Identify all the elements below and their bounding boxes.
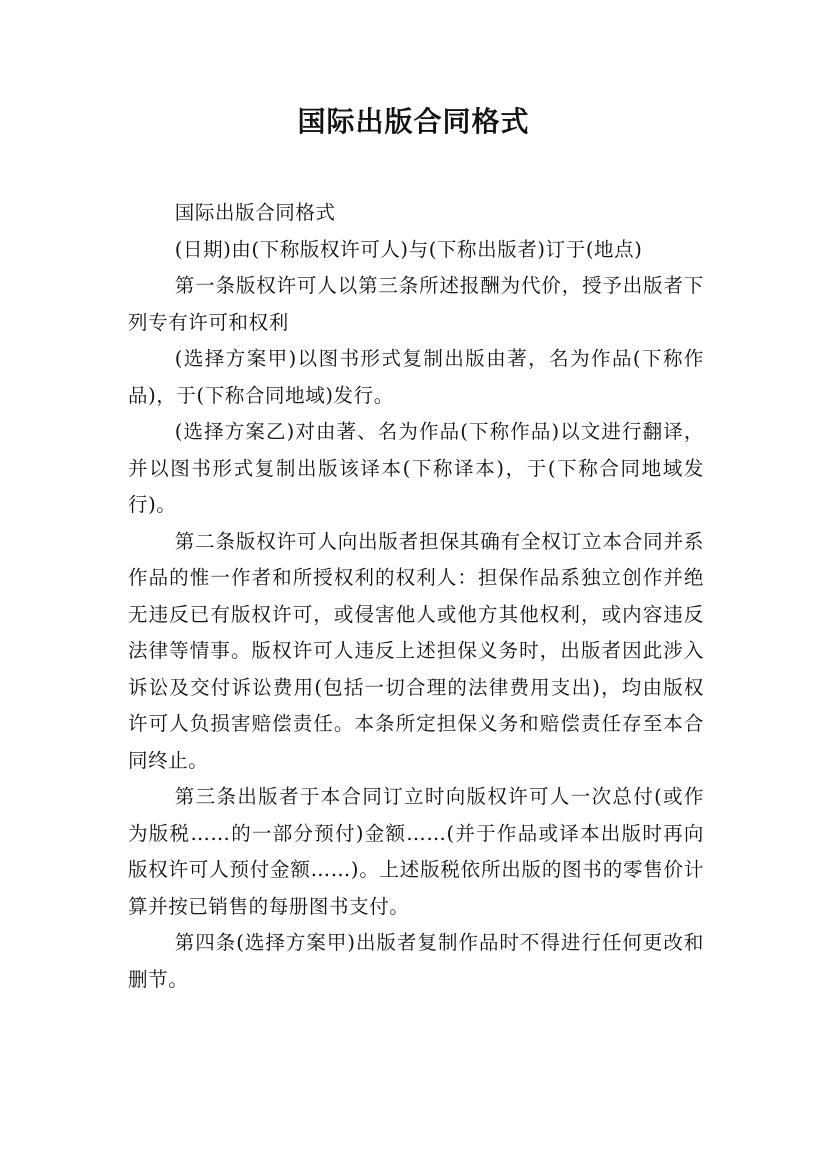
paragraph-article-4: 第四条(选择方案甲)出版者复制作品时不得进行任何更改和删节。: [128, 931, 704, 991]
paragraph-article-3: 第三条出版者于本合同订立时向版权许可人一次总付(或作为版税……的一部分预付)金额……(并于作品或译本出版时再向版权许可人预付金额……)。上述版税依所出版的图书的零售价计算并按已销售的每册图书支付。: [128, 785, 704, 918]
paragraph-heading: 国际出版合同格式: [174, 201, 336, 224]
document-title: 国际出版合同格式: [297, 105, 530, 138]
paragraph-option-b: (选择方案乙)对由著、名为作品(下称作品)以文进行翻译，并以图书形式复制出版该译本(下称译本)，于(下称合同地域发行)。: [128, 420, 704, 516]
paragraph-parties: (日期)由(下称版权许可人)与(下称出版者)订于(地点): [174, 237, 643, 261]
paragraph-article-1: 第一条版权许可人以第三条所述报酬为代价，授予出版者下列专有许可和权利: [128, 274, 704, 334]
document-body: [128, 195, 704, 998]
paragraph-article-2: 第二条版权许可人向出版者担保其确有全权订立本合同并系作品的惟一作者和所授权利的权利人：担保作品系独立创作并绝无违反已有版权许可，或侵害他人或他方其他权利，或内容违反法律等情事。版权许可人违反上述担保义务时，出版者因此涉入诉讼及交付诉讼费用(包括一切合理的法律费用支出)，均由版权许可人负损害赔偿责任。本条所定担保义务和赔偿责任存至本合同终止。: [128, 529, 704, 772]
paragraph-option-a: (选择方案甲)以图书形式复制出版由著，名为作品(下称作品)，于(下称合同地域)发行。: [128, 347, 704, 407]
